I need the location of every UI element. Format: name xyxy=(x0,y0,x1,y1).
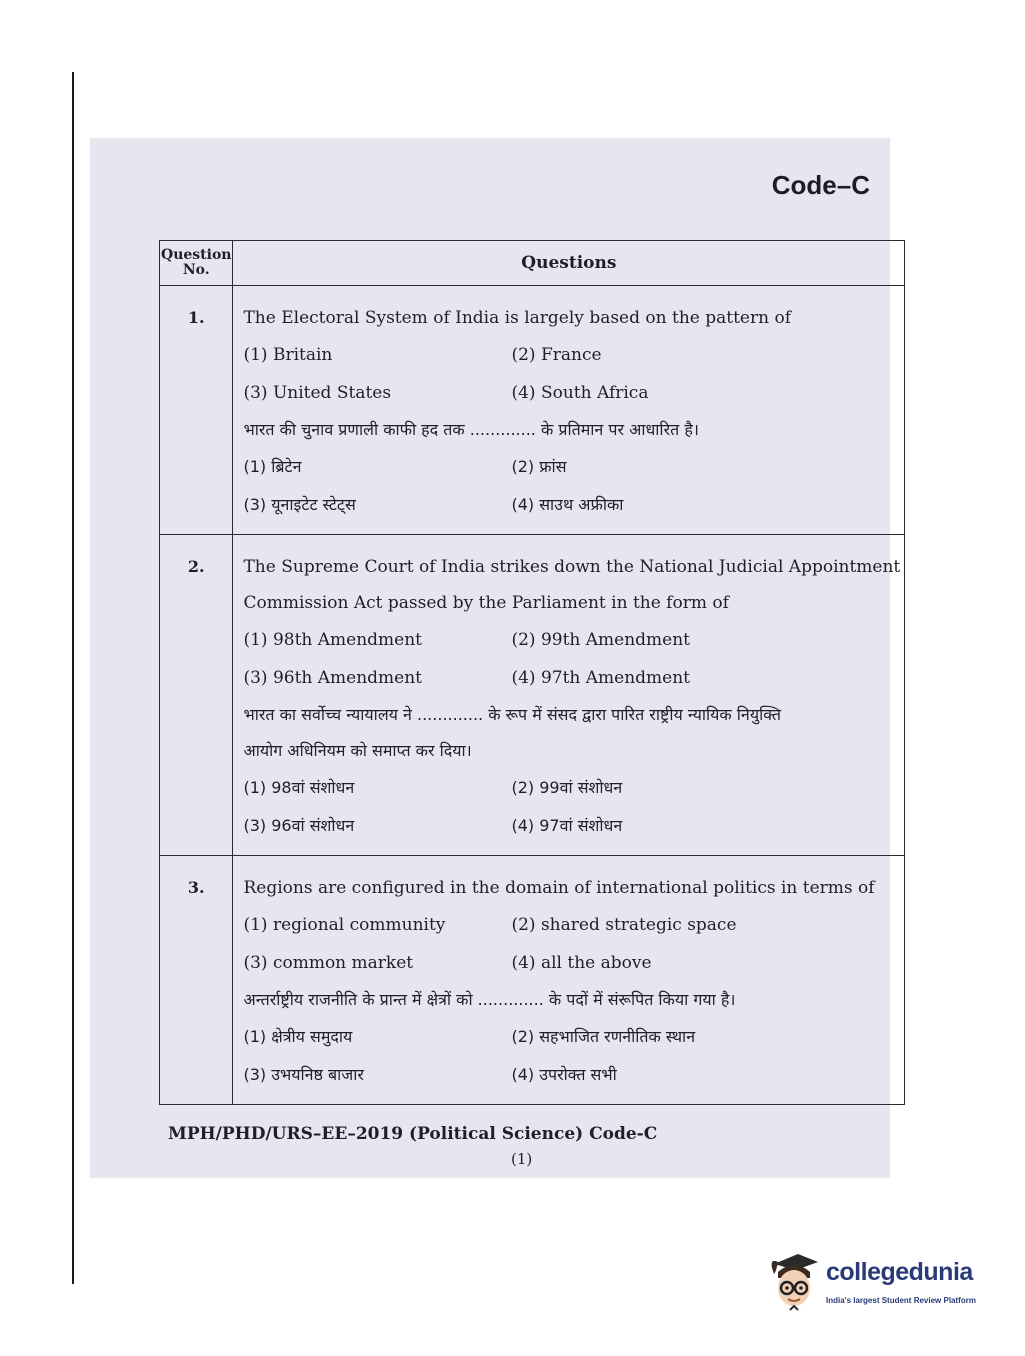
option-row-hindi xyxy=(243,1056,900,1094)
option: (4) 97th Amendment xyxy=(511,668,691,688)
option: (2) France xyxy=(511,345,602,365)
option: (4) उपरोक्त सभी xyxy=(511,1065,617,1084)
brand-tagline: India's largest Student Review Platform xyxy=(826,1296,976,1305)
question-text-hindi: आयोग अधिनियम को समाप्त कर दिया। xyxy=(243,741,472,760)
question-number: 2. xyxy=(160,535,233,856)
paper-footer: MPH/PHD/URS–EE–2019 (Political Science) Code-C xyxy=(168,1124,658,1144)
option: (2) 99वां संशोधन xyxy=(511,778,623,797)
option: (2) 99th Amendment xyxy=(511,630,691,650)
option-row xyxy=(243,336,900,374)
option: (1) Britain xyxy=(243,345,333,365)
option: (1) 98th Amendment xyxy=(243,630,423,650)
option-row-hindi xyxy=(243,448,900,486)
option: (3) United States xyxy=(243,383,392,403)
option-row xyxy=(243,374,900,412)
column-header-questions: Questions xyxy=(233,241,905,286)
question-text: The Electoral System of India is largely based on the pattern of xyxy=(243,308,791,328)
option-row-hindi xyxy=(243,1018,900,1056)
question-body xyxy=(233,535,905,856)
option-row-hindi xyxy=(243,486,900,524)
question-table xyxy=(159,240,905,1105)
page-number: (1) xyxy=(511,1150,533,1168)
question-text: Commission Act passed by the Parliament in the form of xyxy=(243,593,729,613)
option: (1) 98वां संशोधन xyxy=(243,778,355,797)
option: (2) सहभाजित रणनीतिक स्थान xyxy=(511,1027,696,1046)
question-body xyxy=(233,856,905,1105)
option: (1) क्षेत्रीय समुदाय xyxy=(243,1027,353,1046)
question-row xyxy=(160,286,905,535)
question-number: 1. xyxy=(160,286,233,535)
option: (4) South Africa xyxy=(511,383,649,403)
option: (1) ब्रिटेन xyxy=(243,457,302,476)
question-row xyxy=(160,535,905,856)
question-text-hindi: भारत का सर्वोच्च न्यायालय ने ............. के रूप में संसद द्वारा पारित राष्ट्रीय न्यायिक नियुक्ति xyxy=(243,705,781,724)
option: (4) all the above xyxy=(511,953,652,973)
option: (2) फ्रांस xyxy=(511,457,567,476)
question-body xyxy=(233,286,905,535)
option: (4) 97वां संशोधन xyxy=(511,816,623,835)
option-row-hindi xyxy=(243,807,900,845)
option-row xyxy=(243,621,900,659)
question-text: The Supreme Court of India strikes down the National Judicial Appointment xyxy=(243,557,901,577)
option-row xyxy=(243,906,900,944)
option: (3) यूनाइटेट स्टेट्स xyxy=(243,495,356,514)
brand-logo[interactable] xyxy=(768,1250,998,1320)
option: (3) 96th Amendment xyxy=(243,668,423,688)
brand-name: collegedunia xyxy=(826,1258,973,1286)
option: (3) common market xyxy=(243,953,414,973)
column-header-question-no: Question No. xyxy=(160,241,233,286)
option: (3) उभयनिष्ठ बाजार xyxy=(243,1065,364,1084)
option-row xyxy=(243,659,900,697)
question-row xyxy=(160,856,905,1105)
question-text-hindi: भारत की चुनाव प्रणाली काफी हद तक ............. के प्रतिमान पर आधारित है। xyxy=(243,420,699,439)
option: (4) साउथ अफ्रीका xyxy=(511,495,624,514)
question-text: Regions are configured in the domain of international politics in terms of xyxy=(243,878,875,898)
code-header: Code–C xyxy=(771,170,870,200)
question-text-hindi: अन्तर्राष्ट्रीय राजनीति के प्रान्त में क्षेत्रों को ............. के पदों में संरूपित किया गया है। xyxy=(243,990,736,1009)
option: (3) 96वां संशोधन xyxy=(243,816,355,835)
question-number: 3. xyxy=(160,856,233,1105)
option: (1) regional community xyxy=(243,915,446,935)
option: (2) shared strategic space xyxy=(511,915,737,935)
option-row xyxy=(243,944,900,982)
mascot-face-icon xyxy=(768,1250,820,1314)
table-header-row xyxy=(160,241,905,286)
option-row-hindi xyxy=(243,769,900,807)
